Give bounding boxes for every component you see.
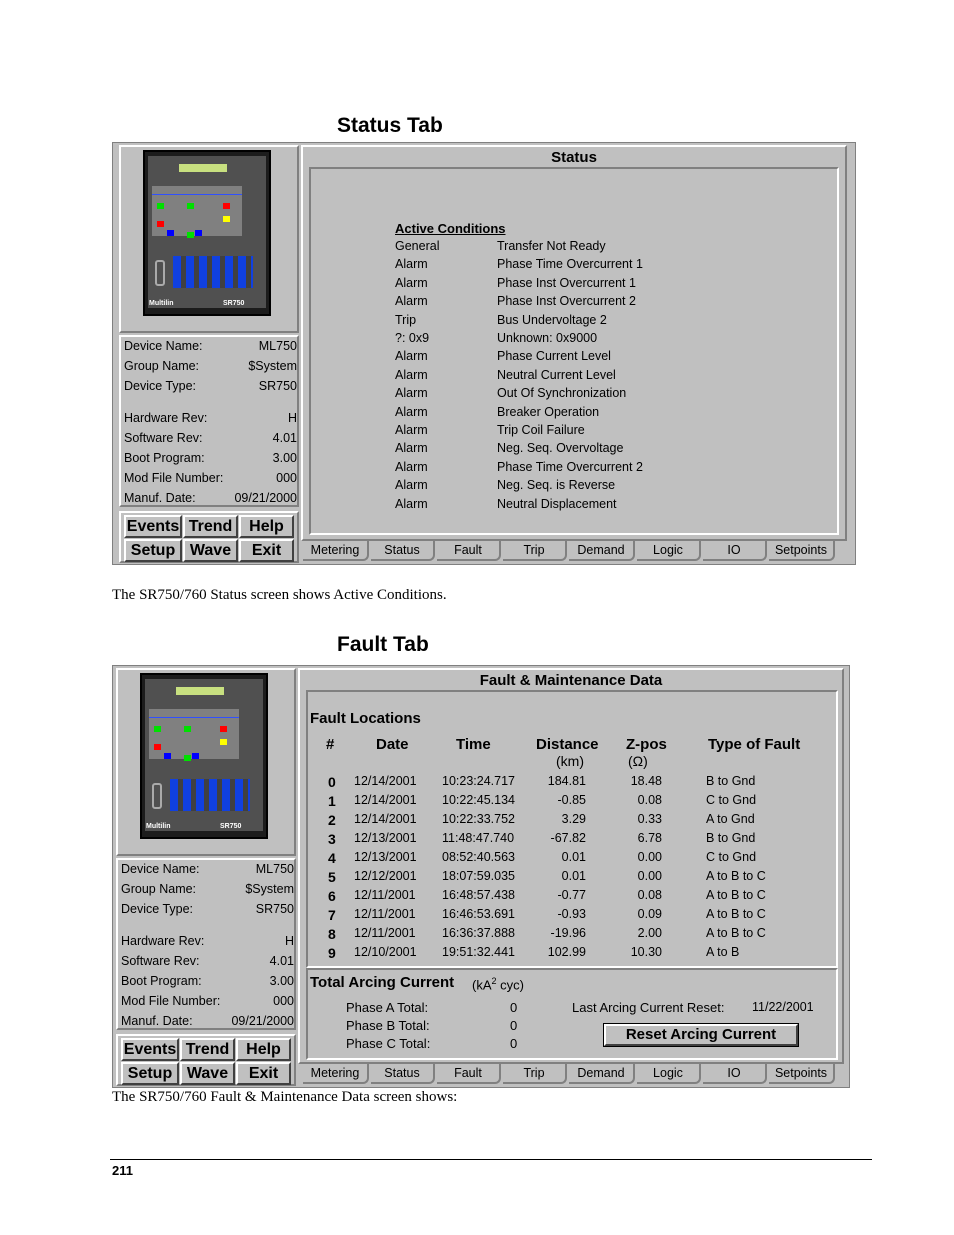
fault-distance: -0.93 bbox=[557, 907, 586, 921]
col-num-header: # bbox=[326, 736, 335, 753]
fault-type: A to B to C bbox=[706, 869, 766, 883]
software-rev-value: 4.01 bbox=[272, 431, 297, 445]
phase-c-value: 0 bbox=[510, 1036, 518, 1051]
wave-button[interactable]: Wave bbox=[183, 539, 238, 562]
condition-description: Neutral Current Level bbox=[497, 367, 616, 382]
fault-panel-title: Fault & Maintenance Data bbox=[479, 672, 663, 689]
fault-zpos: 18.48 bbox=[630, 774, 662, 788]
setup-button[interactable]: Setup bbox=[121, 1062, 179, 1085]
fault-caption: The SR750/760 Fault & Maintenance Data screen shows: bbox=[112, 1089, 458, 1105]
model-badge: SR750 bbox=[223, 300, 245, 307]
fault-locations-label: Fault Locations bbox=[310, 710, 421, 727]
footer-rule bbox=[110, 1159, 872, 1160]
relay-device-image bbox=[140, 673, 268, 839]
table-row bbox=[308, 907, 836, 926]
condition-description: Phase Inst Overcurrent 2 bbox=[497, 294, 636, 309]
fault-type: C to Gnd bbox=[706, 850, 757, 864]
col-zpos-header: Z-pos bbox=[626, 736, 667, 753]
software-rev-value: 4.01 bbox=[269, 954, 294, 968]
fault-date: 12/14/2001 bbox=[354, 812, 417, 826]
fault-time: 10:23:24.717 bbox=[442, 774, 515, 788]
fault-section-heading: Fault Tab bbox=[337, 633, 429, 656]
condition-type: Alarm bbox=[395, 257, 428, 272]
group-name-label: Group Name: bbox=[124, 359, 200, 373]
fault-content-frame bbox=[298, 668, 844, 1064]
last-reset-value: 11/22/2001 bbox=[752, 1000, 814, 1014]
fault-zpos: 6.78 bbox=[637, 831, 662, 845]
fault-type: B to Gnd bbox=[706, 774, 756, 788]
led-icon bbox=[164, 753, 171, 759]
fault-zpos: 0.00 bbox=[637, 869, 662, 883]
condition-description: Neg. Seq. is Reverse bbox=[497, 478, 616, 493]
hardware-rev-label: Hardware Rev: bbox=[124, 411, 208, 425]
fault-time: 11:48:47.740 bbox=[442, 831, 515, 845]
led-icon bbox=[154, 726, 161, 732]
condition-description: Neg. Seq. Overvoltage bbox=[497, 441, 624, 456]
fault-date: 12/13/2001 bbox=[354, 831, 417, 845]
mod-file-label: Mod File Number: bbox=[121, 994, 221, 1008]
fault-distance: 0.01 bbox=[561, 869, 586, 883]
status-section-heading: Status Tab bbox=[337, 114, 443, 137]
fault-zpos: 2.00 bbox=[637, 926, 662, 940]
device-type-value: SR750 bbox=[258, 379, 297, 393]
fault-date: 12/11/2001 bbox=[354, 888, 416, 902]
keypad-icon bbox=[170, 779, 250, 811]
condition-type: Alarm bbox=[395, 349, 428, 364]
fault-time: 08:52:40.563 bbox=[442, 850, 515, 864]
col-distance-header: Distance bbox=[536, 736, 599, 753]
led-icon bbox=[167, 230, 174, 236]
fault-distance: -19.96 bbox=[550, 926, 586, 940]
active-conditions-area bbox=[309, 167, 839, 535]
condition-type: Alarm bbox=[395, 496, 428, 511]
keypad-icon bbox=[173, 256, 253, 288]
fault-number: 9 bbox=[328, 945, 336, 961]
led-icon bbox=[187, 232, 194, 238]
fault-number: 2 bbox=[328, 812, 336, 828]
arcing-current-area bbox=[306, 968, 838, 1060]
condition-type: Alarm bbox=[395, 459, 428, 474]
led-icon bbox=[157, 221, 164, 227]
setup-button[interactable]: Setup bbox=[124, 539, 182, 562]
device-image-frame bbox=[119, 145, 299, 333]
fault-zpos: 10.30 bbox=[630, 945, 662, 959]
fault-number: 6 bbox=[328, 888, 336, 904]
device-name-label: Device Name: bbox=[124, 339, 203, 353]
fault-zpos: 0.08 bbox=[637, 793, 662, 807]
condition-description: Neutral Displacement bbox=[497, 496, 617, 511]
table-row bbox=[308, 945, 836, 964]
fault-date: 12/11/2001 bbox=[354, 926, 416, 940]
nav-button-group bbox=[119, 511, 299, 563]
condition-description: Bus Undervoltage 2 bbox=[497, 312, 607, 327]
condition-type: Alarm bbox=[395, 367, 428, 382]
manuf-date-value: 09/21/2000 bbox=[231, 1014, 294, 1028]
fault-number: 3 bbox=[328, 831, 336, 847]
fault-tab-bar bbox=[303, 1064, 843, 1086]
col-distance-unit: (km) bbox=[556, 753, 584, 769]
arcing-unit-prefix: (kA bbox=[472, 977, 492, 993]
status-panel-title: Status bbox=[551, 149, 597, 166]
fault-number: 5 bbox=[328, 869, 336, 885]
fault-time: 16:36:37.888 bbox=[442, 926, 515, 940]
tab-trip[interactable]: Trip bbox=[503, 1064, 567, 1084]
fault-type: A to B to C bbox=[706, 907, 766, 921]
condition-description: Phase Time Overcurrent 2 bbox=[497, 459, 643, 474]
fault-distance: 102.99 bbox=[547, 945, 586, 959]
fault-distance: 3.29 bbox=[561, 812, 586, 826]
status-caption: The SR750/760 Status screen shows Active Conditions. bbox=[112, 587, 447, 603]
fault-number: 0 bbox=[328, 774, 336, 790]
events-button[interactable]: Events bbox=[121, 1038, 179, 1061]
table-row bbox=[308, 774, 836, 793]
condition-description: Transfer Not Ready bbox=[497, 239, 606, 253]
help-button[interactable]: Help bbox=[239, 515, 294, 538]
led-icon bbox=[220, 739, 227, 745]
tab-setpoints[interactable]: Setpoints bbox=[769, 1064, 835, 1084]
condition-description: Breaker Operation bbox=[497, 404, 600, 419]
fault-locations-area bbox=[306, 690, 838, 968]
nav-button-group bbox=[116, 1034, 296, 1086]
group-name-value: $System bbox=[245, 882, 294, 896]
phase-b-label: Phase B Total: bbox=[346, 1018, 430, 1033]
condition-description: Trip Coil Failure bbox=[497, 423, 585, 437]
trend-button[interactable]: Trend bbox=[183, 515, 238, 538]
fault-type: C to Gnd bbox=[706, 793, 757, 807]
led-icon bbox=[184, 726, 191, 732]
fault-screen bbox=[112, 665, 850, 1088]
tab-logic[interactable]: Logic bbox=[637, 1064, 701, 1084]
arcing-label: Total Arcing Current bbox=[310, 974, 455, 991]
fault-distance: -0.85 bbox=[557, 793, 586, 807]
manuf-date-label: Manuf. Date: bbox=[124, 491, 196, 505]
fault-date: 12/10/2001 bbox=[354, 945, 417, 959]
device-info-frame bbox=[116, 858, 296, 1030]
fault-number: 8 bbox=[328, 926, 336, 942]
condition-description: Phase Inst Overcurrent 1 bbox=[497, 275, 636, 290]
condition-type: ?: 0x9 bbox=[395, 331, 430, 345]
software-rev-label: Software Rev: bbox=[124, 431, 203, 445]
port-icon bbox=[152, 783, 162, 809]
boot-program-label: Boot Program: bbox=[121, 974, 202, 988]
tab-setpoints[interactable]: Setpoints bbox=[769, 541, 835, 561]
relay-device-image bbox=[143, 150, 271, 316]
condition-description: Phase Current Level bbox=[497, 349, 611, 364]
boot-program-value: 3.00 bbox=[269, 974, 294, 988]
fault-type: A to B to C bbox=[706, 888, 766, 902]
led-icon bbox=[223, 203, 230, 209]
tab-demand[interactable]: Demand bbox=[569, 541, 635, 561]
led-icon bbox=[157, 203, 164, 209]
condition-type: Alarm bbox=[395, 441, 428, 456]
fault-type: A to B to C bbox=[706, 926, 766, 940]
active-conditions-label: Active Conditions bbox=[395, 221, 506, 236]
device-info bbox=[124, 339, 297, 505]
tab-status[interactable]: Status bbox=[371, 1064, 435, 1084]
fault-number: 1 bbox=[328, 793, 336, 809]
led-icon bbox=[192, 753, 199, 759]
help-button[interactable]: Help bbox=[236, 1038, 291, 1061]
fault-time: 10:22:45.134 bbox=[442, 793, 515, 807]
group-name-label: Group Name: bbox=[121, 882, 197, 896]
table-row bbox=[308, 831, 836, 850]
exit-button[interactable]: Exit bbox=[239, 539, 294, 562]
fault-date: 12/14/2001 bbox=[354, 793, 417, 807]
tab-io[interactable]: IO bbox=[703, 1064, 767, 1084]
table-row bbox=[308, 926, 836, 945]
tab-demand[interactable]: Demand bbox=[569, 1064, 635, 1084]
tab-fault[interactable]: Fault bbox=[437, 1064, 501, 1084]
condition-description: Unknown: 0x9000 bbox=[497, 331, 598, 345]
device-name-value: ML750 bbox=[258, 339, 297, 353]
status-screen bbox=[112, 142, 856, 565]
brand-logo: Multilin bbox=[149, 300, 174, 307]
fault-number: 7 bbox=[328, 907, 336, 923]
device-display-icon bbox=[176, 687, 224, 695]
tab-fault[interactable]: Fault bbox=[437, 541, 501, 561]
device-type-value: SR750 bbox=[255, 902, 294, 916]
condition-type: Trip bbox=[395, 312, 417, 327]
tab-metering[interactable]: Metering bbox=[303, 541, 369, 561]
arcing-unit-sup: 2 bbox=[491, 976, 497, 986]
device-info-frame bbox=[119, 335, 299, 507]
fault-type: B to Gnd bbox=[706, 831, 756, 845]
hardware-rev-label: Hardware Rev: bbox=[121, 934, 205, 948]
table-row bbox=[308, 869, 836, 888]
status-tab-bar bbox=[303, 541, 843, 563]
fault-number: 4 bbox=[328, 850, 336, 866]
led-icon bbox=[184, 755, 191, 761]
brand-logo: Multilin bbox=[146, 823, 171, 830]
condition-type: Alarm bbox=[395, 386, 428, 401]
device-name-label: Device Name: bbox=[121, 862, 200, 876]
condition-type: Alarm bbox=[395, 294, 428, 309]
tab-io[interactable]: IO bbox=[703, 541, 767, 561]
phase-b-value: 0 bbox=[510, 1018, 518, 1033]
page-number: 211 bbox=[112, 1163, 133, 1178]
fault-date: 12/13/2001 bbox=[354, 850, 417, 864]
led-icon bbox=[187, 203, 194, 209]
fault-distance: 0.01 bbox=[561, 850, 586, 864]
fault-type: A to B bbox=[706, 945, 740, 959]
tab-status[interactable]: Status bbox=[371, 541, 435, 561]
manuf-date-label: Manuf. Date: bbox=[121, 1014, 193, 1028]
fault-date: 12/11/2001 bbox=[354, 907, 416, 921]
device-image-frame bbox=[116, 668, 296, 856]
exit-button[interactable]: Exit bbox=[236, 1062, 291, 1085]
led-icon bbox=[154, 744, 161, 750]
fault-zpos: 0.08 bbox=[637, 888, 662, 902]
led-icon bbox=[223, 216, 230, 222]
hardware-rev-value: H bbox=[287, 411, 297, 425]
tab-metering[interactable]: Metering bbox=[303, 1064, 369, 1084]
software-rev-label: Software Rev: bbox=[121, 954, 200, 968]
mod-file-label: Mod File Number: bbox=[124, 471, 224, 485]
table-row bbox=[308, 812, 836, 831]
condition-type: Alarm bbox=[395, 478, 428, 493]
boot-program-label: Boot Program: bbox=[124, 451, 205, 465]
tab-trip[interactable]: Trip bbox=[503, 541, 567, 561]
fault-date: 12/12/2001 bbox=[354, 869, 417, 883]
fault-time: 10:22:33.752 bbox=[442, 812, 515, 826]
wave-button[interactable]: Wave bbox=[180, 1062, 235, 1085]
model-badge: SR750 bbox=[220, 823, 242, 830]
last-reset-label: Last Arcing Current Reset: bbox=[572, 1000, 725, 1015]
events-button[interactable]: Events bbox=[124, 515, 182, 538]
condition-type: Alarm bbox=[395, 423, 428, 437]
device-display-icon bbox=[179, 164, 227, 172]
phase-a-label: Phase A Total: bbox=[346, 1000, 429, 1015]
hardware-rev-value: H bbox=[284, 934, 294, 948]
fault-distance: -67.82 bbox=[550, 831, 586, 845]
table-row bbox=[308, 793, 836, 812]
phase-c-label: Phase C Total: bbox=[346, 1036, 431, 1051]
table-row bbox=[308, 850, 836, 869]
arcing-unit bbox=[472, 976, 524, 992]
group-name-value: $System bbox=[248, 359, 297, 373]
fault-type: A to Gnd bbox=[706, 812, 755, 826]
fault-zpos: 0.00 bbox=[637, 850, 662, 864]
boot-program-value: 3.00 bbox=[272, 451, 297, 465]
led-icon bbox=[220, 726, 227, 732]
fault-time: 16:48:57.438 bbox=[442, 888, 515, 902]
device-type-label: Device Type: bbox=[121, 902, 194, 916]
fault-distance: 184.81 bbox=[547, 774, 586, 788]
condition-type: Alarm bbox=[395, 275, 428, 290]
col-time-header: Time bbox=[456, 736, 491, 753]
condition-description: Phase Time Overcurrent 1 bbox=[497, 257, 643, 272]
mod-file-value: 000 bbox=[276, 471, 297, 485]
table-row bbox=[308, 888, 836, 907]
condition-type: Alarm bbox=[395, 404, 428, 419]
fault-time: 18:07:59.035 bbox=[442, 869, 515, 883]
reset-arcing-current-button[interactable]: Reset Arcing Current bbox=[604, 1024, 798, 1046]
status-content-frame bbox=[301, 145, 847, 541]
fault-time: 19:51:32.441 bbox=[442, 945, 515, 959]
mod-file-value: 000 bbox=[273, 994, 294, 1008]
col-date-header: Date bbox=[376, 736, 409, 753]
device-info bbox=[121, 862, 294, 1028]
fault-date: 12/14/2001 bbox=[354, 774, 417, 788]
col-type-header: Type of Fault bbox=[708, 736, 801, 753]
fault-zpos: 0.33 bbox=[637, 812, 662, 826]
device-type-label: Device Type: bbox=[124, 379, 197, 393]
phase-a-value: 0 bbox=[510, 1000, 518, 1015]
arcing-unit-suffix: cyc) bbox=[496, 977, 524, 993]
trend-button[interactable]: Trend bbox=[180, 1038, 235, 1061]
port-icon bbox=[155, 260, 165, 286]
condition-description: Out Of Synchronization bbox=[497, 386, 627, 401]
device-name-value: ML750 bbox=[255, 862, 294, 876]
col-zpos-unit: (Ω) bbox=[628, 753, 648, 769]
fault-time: 16:46:53.691 bbox=[442, 907, 515, 921]
led-icon bbox=[195, 230, 202, 236]
fault-zpos: 0.09 bbox=[637, 907, 662, 921]
tab-logic[interactable]: Logic bbox=[637, 541, 701, 561]
manuf-date-value: 09/21/2000 bbox=[234, 491, 297, 505]
fault-distance: -0.77 bbox=[557, 888, 586, 902]
condition-type: General bbox=[395, 239, 440, 253]
